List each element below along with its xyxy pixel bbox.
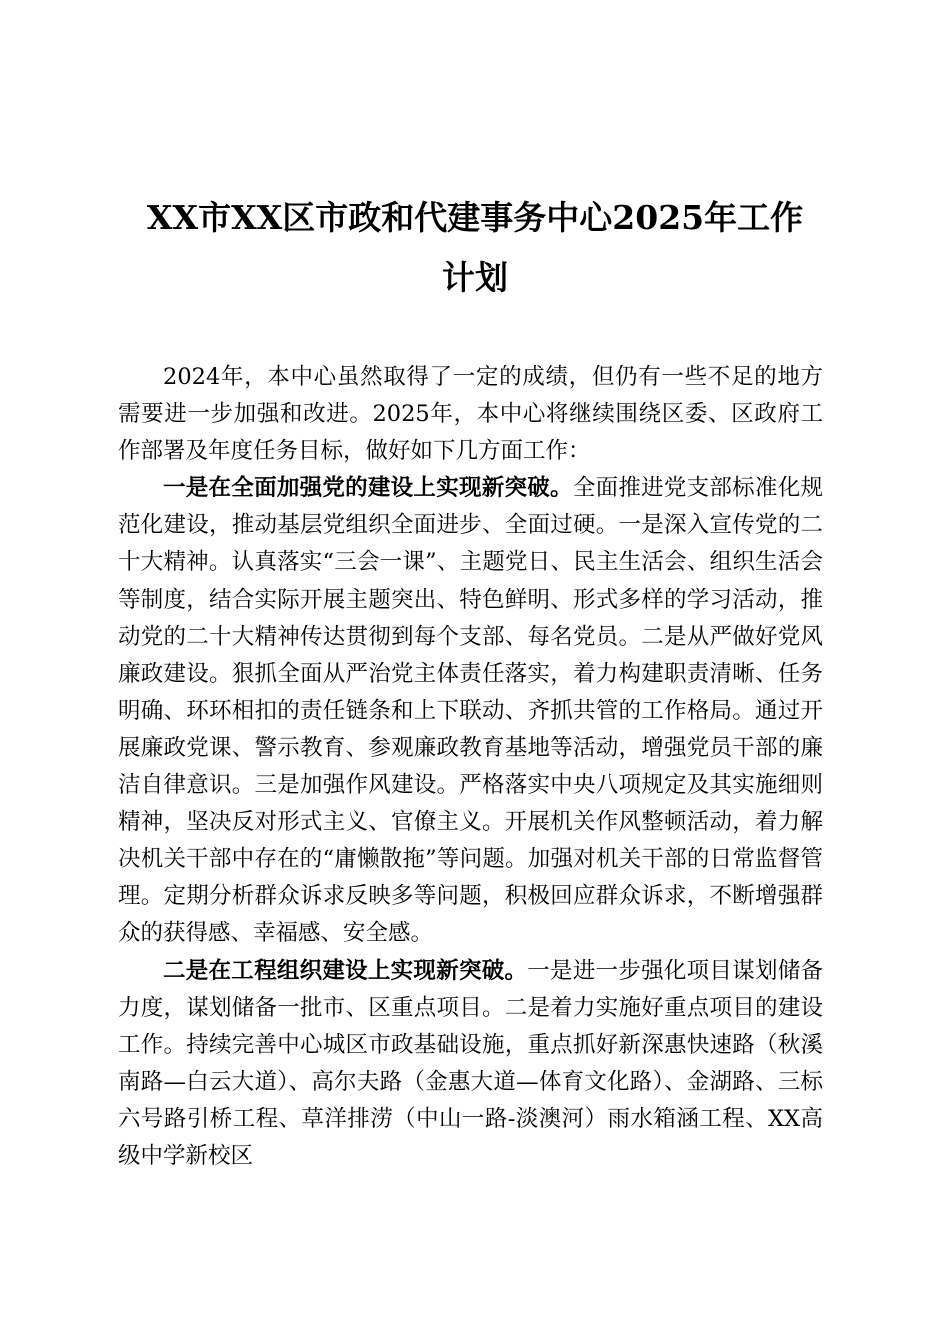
section-2-paragraph bbox=[118, 953, 823, 1176]
document-body bbox=[118, 359, 823, 1175]
title-line-1: XX市XX区市政和代建事务中心2025年工作 bbox=[146, 198, 804, 238]
section-2-heading: 二是在工程组织建设上实现新突破。 bbox=[163, 957, 528, 984]
section-1-paragraph bbox=[118, 470, 823, 952]
document-title bbox=[100, 188, 850, 308]
title-line-2: 计划 bbox=[442, 258, 508, 298]
intro-paragraph: 2024年，本中心虽然取得了一定的成绩，但仍有一些不足的地方需要进一步加强和改进。2025年，本中心将继续围绕区委、区政府工作部署及年度任务目标，做好如下几方面工作： bbox=[118, 364, 823, 465]
section-2-text: 一是进一步强化项目谋划储备力度，谋划储备一批市、区重点项目。二是着力实施好重点项目的建设工作。持续完善中心城区市政基础设施，重点抓好新深惠快速路（秋溪南路—白云大道）、高尔夫路（金惠大道—体育文化路）、金湖路、三标六号路引桥工程、草洋排涝（中山一路-淡澳河）雨水箱涵工程、XX高级中学新校区 bbox=[118, 957, 823, 1169]
section-1-heading: 一是在全面加强党的建设上实现新突破。 bbox=[163, 475, 573, 502]
section-1-text: 全面推进党支部标准化规范化建设，推动基层党组织全面进步、全面过硬。一是深入宣传党的二十大精神。认真落实“三会一课”、主题党日、民主生活会、组织生活会等制度，结合实际开展主题突出、特色鲜明、形式多样的学习活动，推动党的二十大精神传达贯彻到每个支部、每名党员。二是从严做好党风廉政建设。狠抓全面从严治党主体责任落实，着力构建职责清晰、任务明确、环环相扣的责任链条和上下联动、齐抓共管的工作格局。通过开展廉政党课、警示教育、参观廉政教育基地等活动，增强党员干部的廉洁自律意识。三是加强作风建设。严格落实中央八项规定及其实施细则精神，坚决反对形式主义、官僚主义。开展机关作风整顿活动，着力解决机关干部中存在的“庸懒散拖”等问题。加强对机关干部的日常监督管理。定期分析群众诉求反映多等问题，积极回应群众诉求，不断增强群众的获得感、幸福感、安全感。 bbox=[118, 475, 823, 947]
